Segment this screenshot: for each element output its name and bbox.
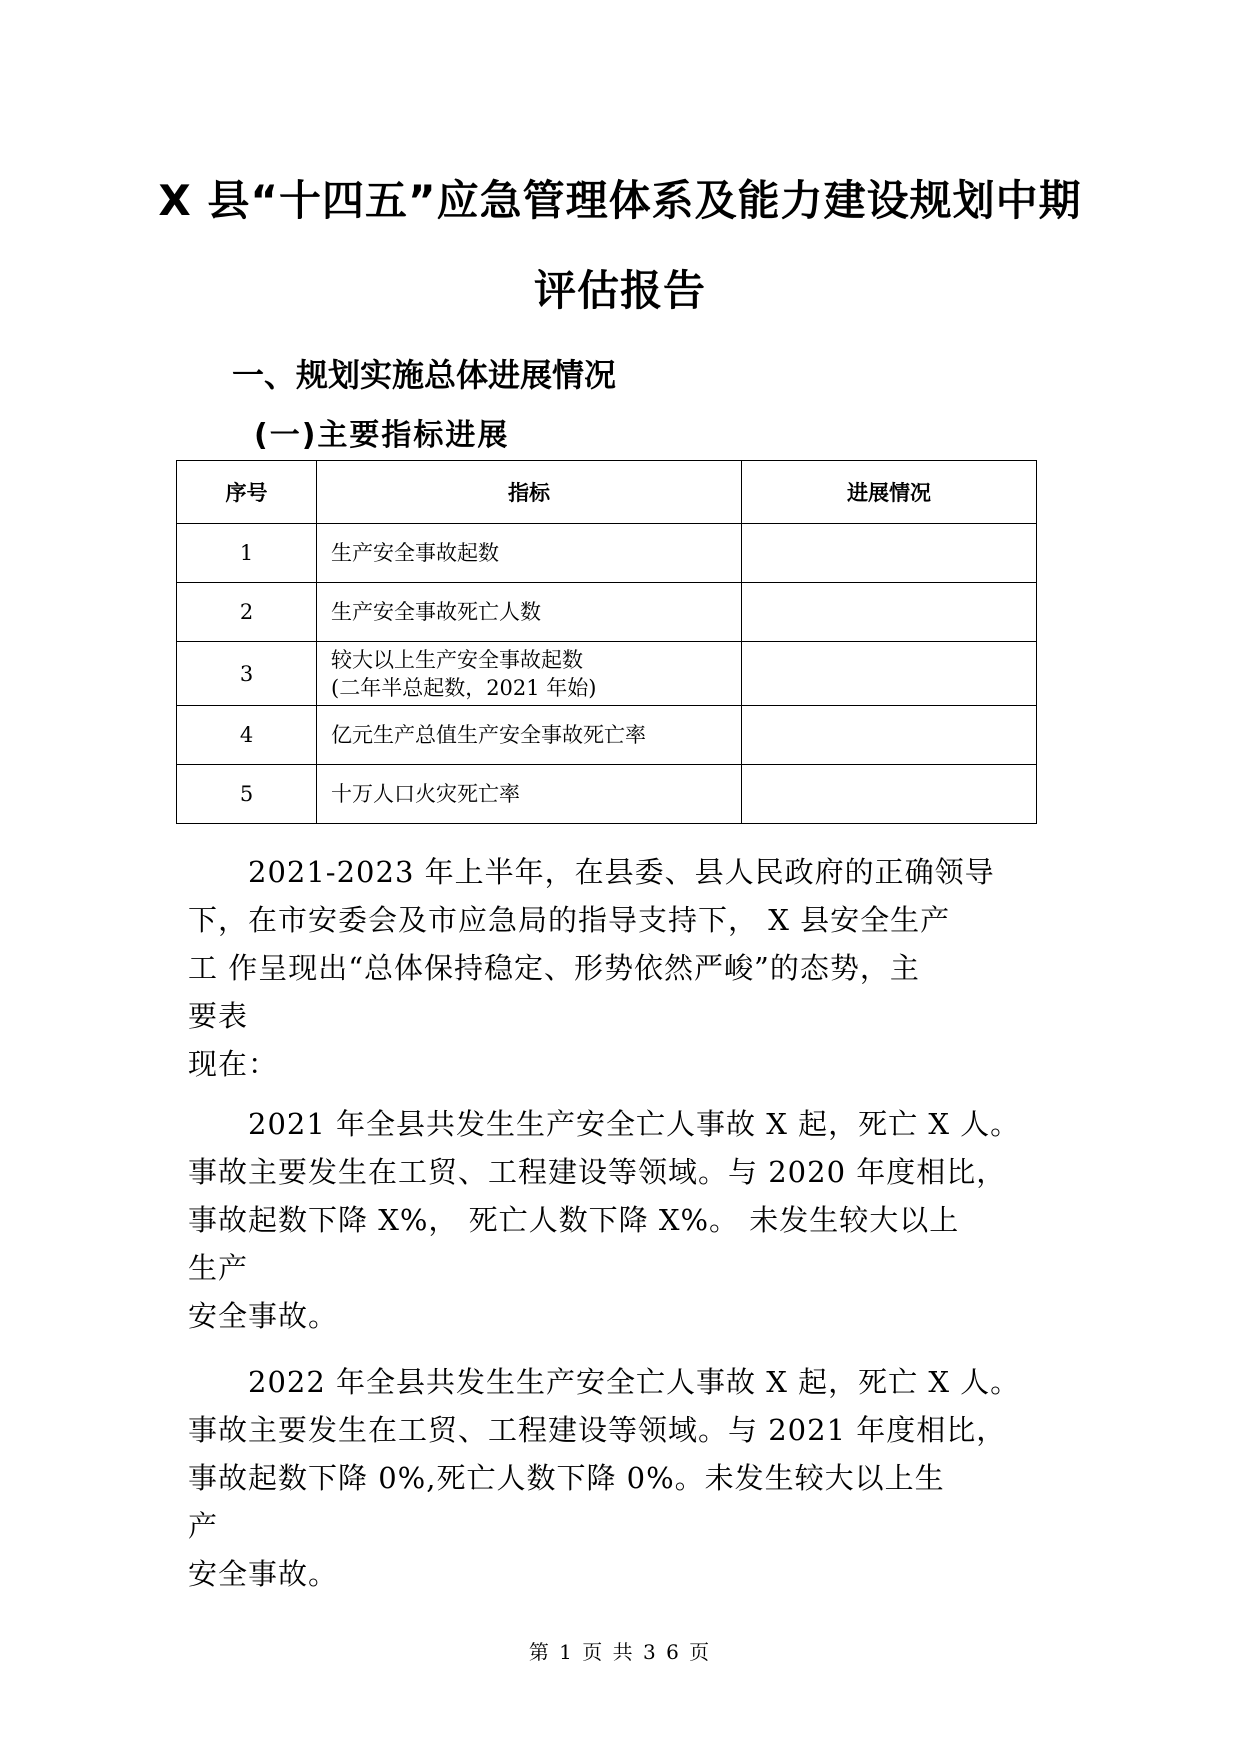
paragraph-line: 事故起数下降 X%， 死亡人数下降 X%。 未发生较大以上 [188, 1203, 960, 1237]
table-row [177, 524, 1037, 583]
paragraph-line: 事故主要发生在工贸、工程建设等领域。与 2021 年度相比， [188, 1413, 1007, 1447]
row-indicator-text: 十万人口火灾死亡率 [331, 782, 520, 806]
row-progress [742, 524, 1037, 583]
document-title-line-2: 评估报告 [533, 266, 706, 315]
row-indicator-text: 亿元生产总值生产安全事故死亡率 [331, 723, 646, 747]
row-serial-number: 3 [177, 642, 317, 706]
table-header-row [177, 461, 1037, 524]
paragraph-line: 产 [188, 1509, 219, 1543]
row-indicator [317, 524, 742, 583]
paragraph-line: 安全事故。 [188, 1299, 339, 1333]
row-progress [742, 583, 1037, 642]
table-row [177, 583, 1037, 642]
row-progress [742, 642, 1037, 706]
paragraph-line: 2021-2023 年上半年，在县委、县人民政府的正确领导 [188, 855, 995, 889]
paragraph-2021 [188, 1100, 1088, 1340]
paragraph-line: 2022 年全县共发生生产安全亡人事故 X 起，死亡 X 人。 [188, 1365, 1021, 1399]
row-serial-number: 2 [177, 583, 317, 642]
paragraph-line: 事故起数下降 0%,死亡人数下降 0%。未发生较大以上生 [188, 1461, 945, 1495]
header-indicator: 指标 [317, 461, 742, 524]
paragraph-line: 安全事故。 [188, 1557, 339, 1591]
paragraph-overview [188, 848, 1088, 1088]
row-serial-number: 4 [177, 706, 317, 765]
paragraph-line: 事故主要发生在工贸、工程建设等领域。与 2020 年度相比， [188, 1155, 1007, 1189]
table-row [177, 765, 1037, 824]
page-number-footer: 第 1 页 共 3 6 页 [528, 1640, 712, 1664]
section-heading: 一、规划实施总体进展情况 [232, 356, 617, 394]
row-indicator-text: 较大以上生产安全事故起数 [331, 647, 583, 672]
paragraph-line: 2021 年全县共发生生产安全亡人事故 X 起，死亡 X 人。 [188, 1107, 1021, 1141]
row-indicator [317, 642, 742, 706]
header-serial-number: 序号 [177, 461, 317, 524]
paragraph-line: 工 作呈现出“总体保持稳定、形势依然严峻”的态势，主 [188, 951, 920, 985]
paragraph-line: 下，在市安委会及市应急局的指导支持下， X 县安全生产 [188, 903, 951, 937]
row-serial-number: 5 [177, 765, 317, 824]
row-indicator-text: 生产安全事故起数 [331, 541, 499, 565]
indicator-table [176, 460, 1037, 824]
header-progress: 进展情况 [742, 461, 1037, 524]
table-row [177, 706, 1037, 765]
row-serial-number: 1 [177, 524, 317, 583]
row-indicator [317, 706, 742, 765]
row-indicator [317, 583, 742, 642]
row-indicator [317, 765, 742, 824]
table-row [177, 642, 1037, 706]
subsection-heading: (一)主要指标进展 [254, 418, 510, 453]
row-indicator-note: (二年半总起数，2021 年始) [331, 675, 597, 700]
document-title-line-1: X 县“十四五”应急管理体系及能力建设规划中期 [158, 176, 1082, 225]
paragraph-2022 [188, 1358, 1088, 1598]
paragraph-line: 生产 [188, 1251, 249, 1285]
paragraph-line: 要表 [188, 999, 249, 1033]
paragraph-line: 现在： [188, 1047, 279, 1081]
row-progress [742, 765, 1037, 824]
row-indicator-text: 生产安全事故死亡人数 [331, 600, 541, 624]
row-progress [742, 706, 1037, 765]
